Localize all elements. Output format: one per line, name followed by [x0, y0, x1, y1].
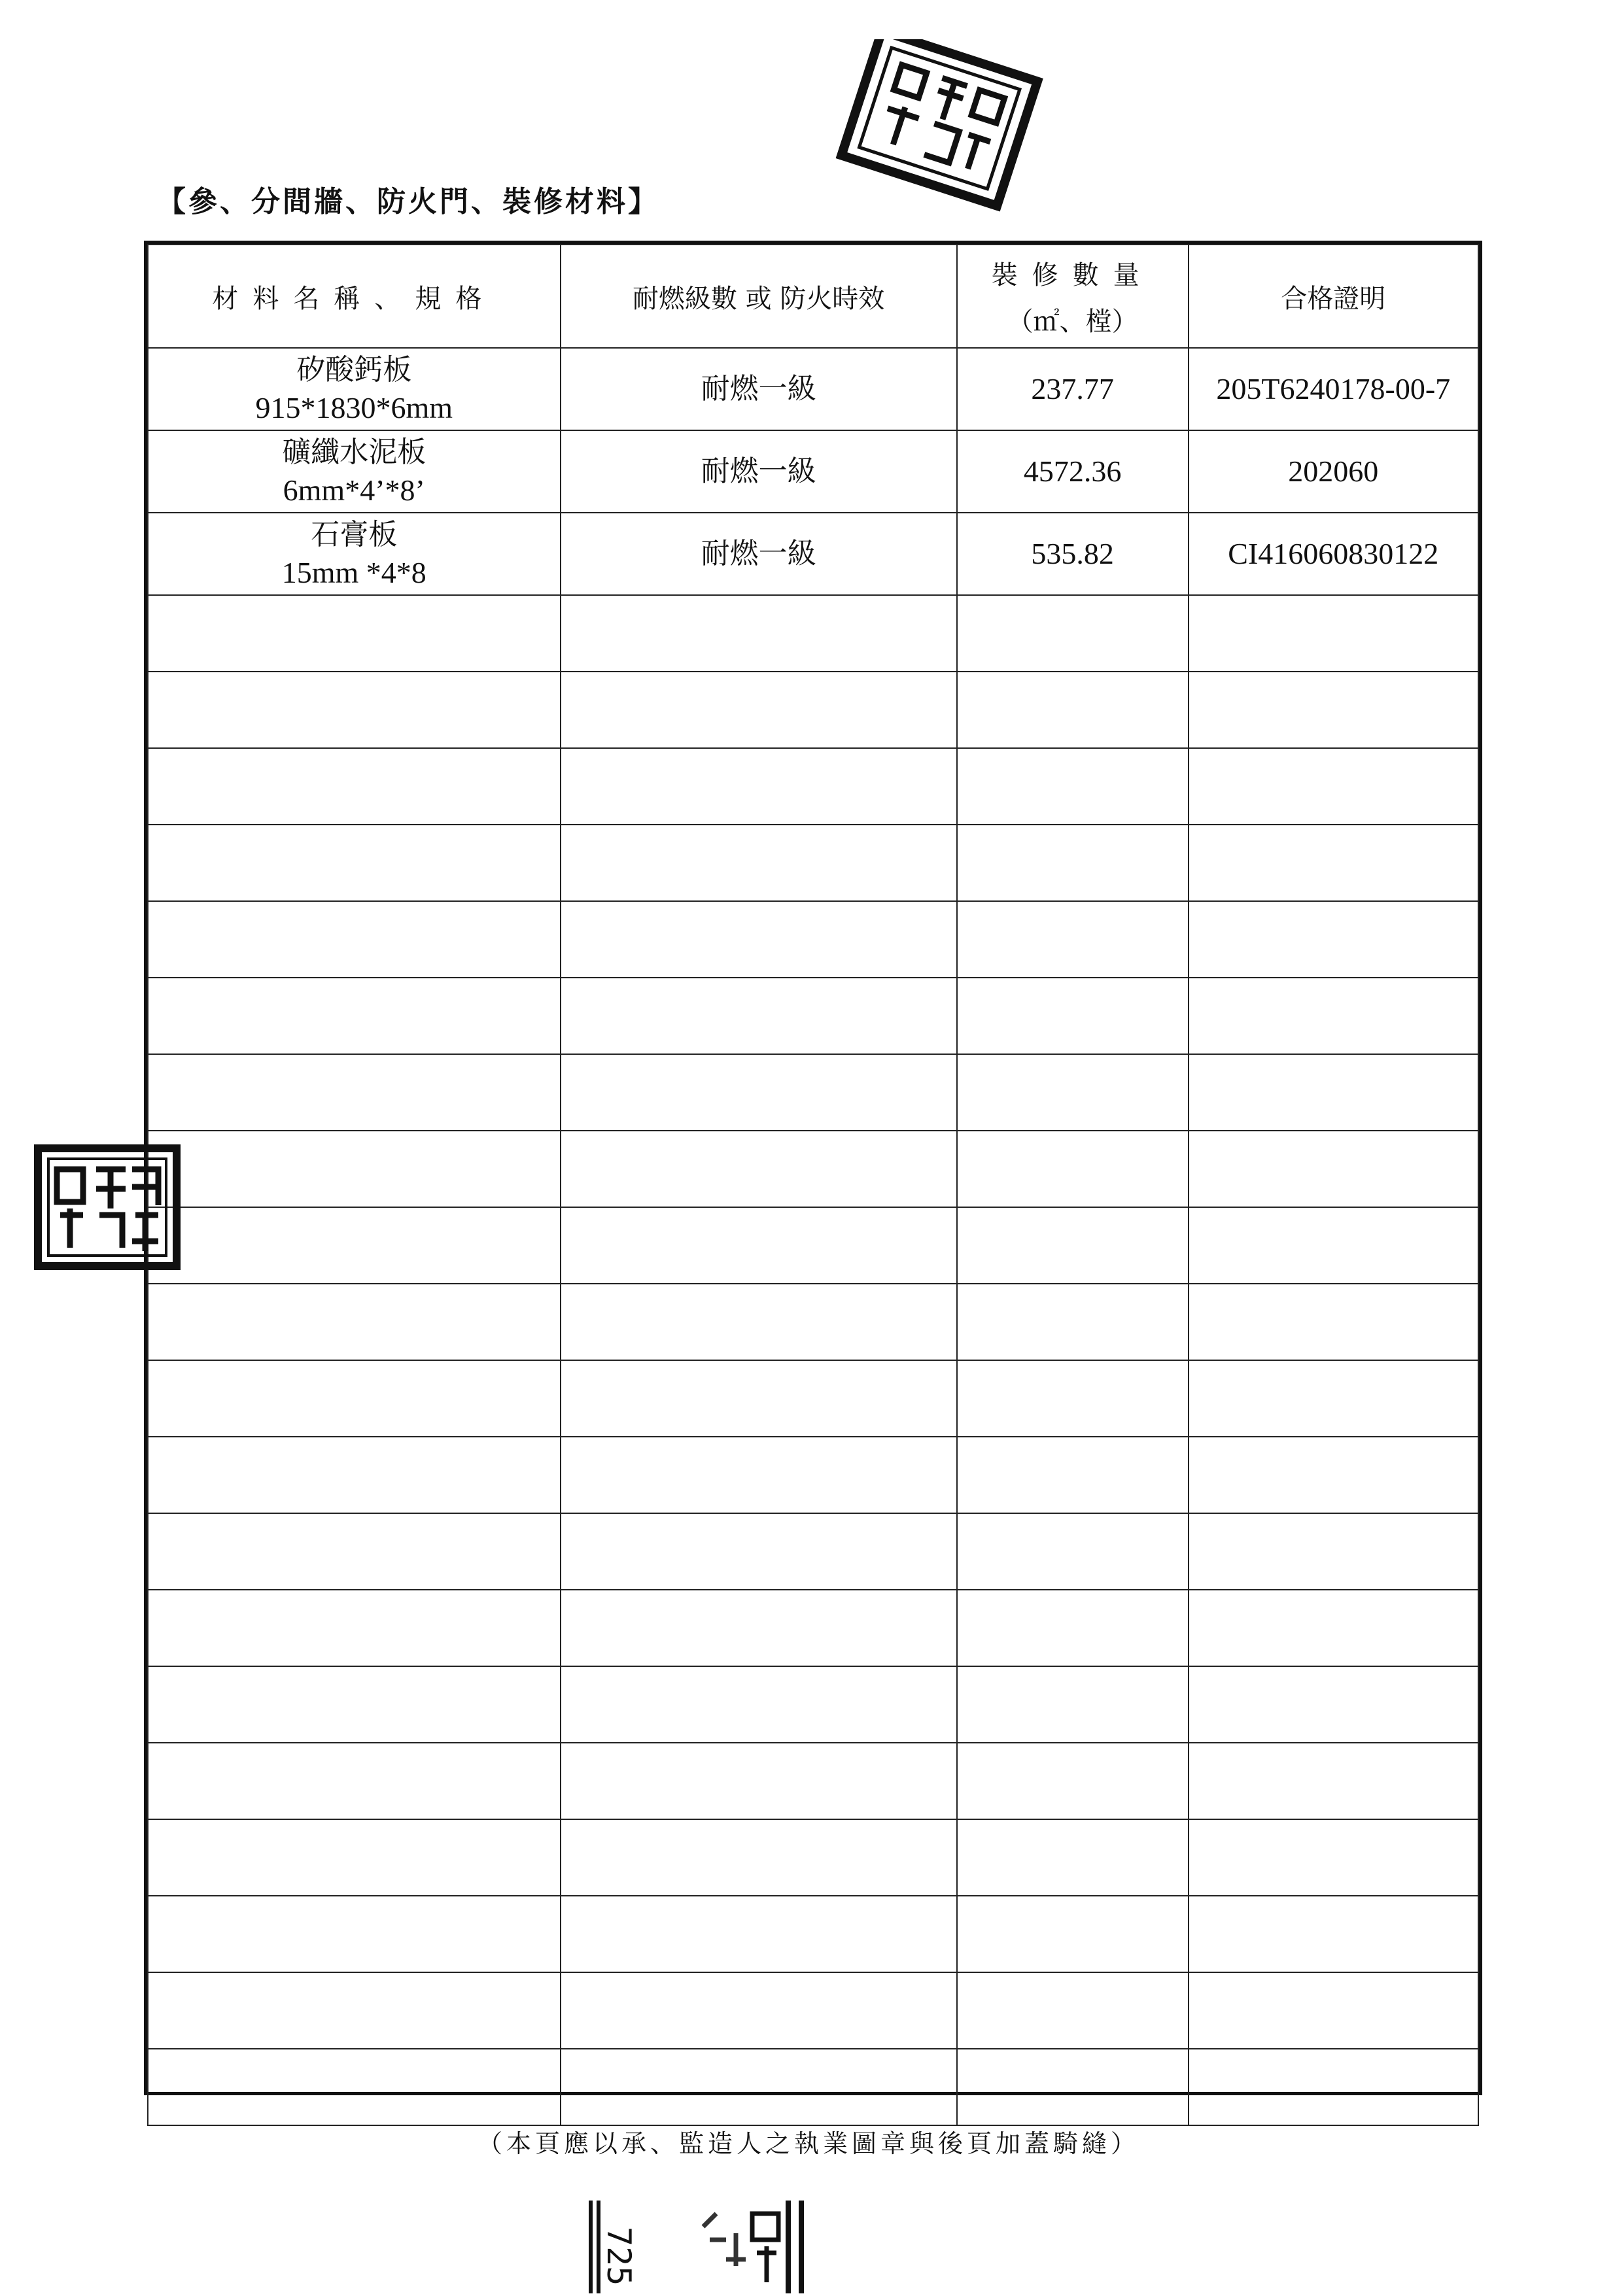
empty-cell	[148, 1896, 561, 1972]
empty-cell	[148, 748, 561, 825]
certificate-cell: CI416060830122	[1189, 513, 1478, 595]
empty-cell	[561, 1054, 957, 1131]
empty-cell	[1189, 1360, 1478, 1437]
empty-cell	[1189, 748, 1478, 825]
empty-table-row	[148, 2049, 1478, 2125]
empty-cell	[561, 825, 957, 901]
empty-cell	[148, 1972, 561, 2049]
material-name: 礦纖水泥板	[282, 435, 426, 469]
empty-table-row	[148, 1207, 1478, 1284]
empty-cell	[1189, 1207, 1478, 1284]
material-spec: 915*1830*6mm	[255, 390, 453, 424]
header-quantity	[957, 245, 1189, 348]
empty-table-row	[148, 595, 1478, 672]
rating-cell: 耐燃一級	[561, 348, 957, 430]
table-row	[148, 513, 1478, 595]
empty-table-row	[148, 1819, 1478, 1896]
empty-cell	[957, 1743, 1189, 1819]
seal-stamp-top	[827, 39, 1043, 222]
empty-cell	[561, 748, 957, 825]
empty-cell	[148, 672, 561, 748]
certificate-cell: 205T6240178-00-7	[1189, 348, 1478, 430]
empty-table-row	[148, 1437, 1478, 1513]
empty-cell	[561, 1590, 957, 1666]
empty-cell	[957, 978, 1189, 1054]
empty-cell	[561, 1360, 957, 1437]
empty-cell	[957, 1590, 1189, 1666]
empty-cell	[148, 1054, 561, 1131]
empty-cell	[561, 1743, 957, 1819]
empty-table-row	[148, 825, 1478, 901]
empty-table-row	[148, 1896, 1478, 1972]
empty-cell	[148, 1819, 561, 1896]
empty-cell	[1189, 825, 1478, 901]
empty-table-row	[148, 1666, 1478, 1743]
empty-cell	[561, 672, 957, 748]
empty-cell	[957, 1131, 1189, 1207]
empty-cell	[1189, 1743, 1478, 1819]
empty-table-row	[148, 1284, 1478, 1360]
empty-table-row	[148, 901, 1478, 978]
empty-cell	[957, 595, 1189, 672]
empty-cell	[148, 901, 561, 978]
empty-table-row	[148, 672, 1478, 748]
table-header-row	[148, 245, 1478, 348]
header-quantity-unit: （㎡、樘）	[1007, 307, 1138, 337]
empty-cell	[957, 1054, 1189, 1131]
empty-table-row	[148, 1360, 1478, 1437]
header-quantity-label: 裝修數量	[991, 260, 1154, 290]
empty-cell	[561, 1131, 957, 1207]
material-cell	[148, 430, 561, 513]
empty-cell	[957, 901, 1189, 978]
empty-cell	[957, 1360, 1189, 1437]
header-certificate: 合格證明	[1189, 245, 1478, 348]
empty-table-row	[148, 1743, 1478, 1819]
empty-cell	[561, 1437, 957, 1513]
header-material-name: 材料名稱、規格	[148, 245, 561, 348]
empty-cell	[148, 1284, 561, 1360]
empty-table-row	[148, 1131, 1478, 1207]
empty-cell	[561, 901, 957, 978]
empty-cell	[561, 595, 957, 672]
stamp-number: 725	[600, 2227, 638, 2286]
empty-cell	[148, 2049, 561, 2125]
quantity-cell: 237.77	[957, 348, 1189, 430]
empty-cell	[1189, 1666, 1478, 1743]
rating-cell: 耐燃一級	[561, 513, 957, 595]
empty-cell	[561, 978, 957, 1054]
empty-cell	[1189, 1437, 1478, 1513]
material-spec: 6mm*4’*8’	[283, 473, 425, 507]
empty-table-row	[148, 1054, 1478, 1131]
empty-cell	[957, 1207, 1189, 1284]
seal-stamp-left	[34, 1143, 184, 1274]
empty-cell	[148, 1513, 561, 1590]
certificate-cell: 202060	[1189, 430, 1478, 513]
empty-cell	[148, 1666, 561, 1743]
empty-cell	[1189, 672, 1478, 748]
empty-cell	[148, 978, 561, 1054]
empty-table-row	[148, 1513, 1478, 1590]
empty-cell	[561, 2049, 957, 2125]
empty-cell	[957, 748, 1189, 825]
empty-cell	[957, 1896, 1189, 1972]
material-spec: 15mm *4*8	[281, 555, 426, 589]
empty-cell	[148, 1743, 561, 1819]
empty-cell	[561, 1513, 957, 1590]
empty-table-row	[148, 1590, 1478, 1666]
empty-cell	[957, 1513, 1189, 1590]
empty-cell	[957, 1666, 1189, 1743]
empty-cell	[1189, 1972, 1478, 2049]
empty-cell	[1189, 595, 1478, 672]
empty-table-row	[148, 1972, 1478, 2049]
material-cell	[148, 513, 561, 595]
empty-cell	[1189, 978, 1478, 1054]
empty-cell	[957, 1284, 1189, 1360]
empty-table-row	[148, 978, 1478, 1054]
empty-cell	[1189, 1513, 1478, 1590]
seal-stamp-bottom	[585, 2201, 847, 2293]
empty-cell	[148, 1437, 561, 1513]
empty-cell	[1189, 1284, 1478, 1360]
empty-cell	[1189, 1896, 1478, 1972]
empty-cell	[957, 2049, 1189, 2125]
empty-cell	[561, 1896, 957, 1972]
header-fire-rating: 耐燃級數 或 防火時效	[561, 245, 957, 348]
empty-cell	[561, 1819, 957, 1896]
empty-rows-group	[148, 595, 1478, 2125]
table-row	[148, 430, 1478, 513]
empty-cell	[957, 1819, 1189, 1896]
footer-note: （本頁應以承、監造人之執業圖章與後頁加蓋騎縫）	[477, 2129, 1139, 2158]
empty-cell	[148, 1360, 561, 1437]
rating-cell: 耐燃一級	[561, 430, 957, 513]
empty-cell	[957, 825, 1189, 901]
quantity-cell: 4572.36	[957, 430, 1189, 513]
empty-cell	[561, 1666, 957, 1743]
empty-cell	[148, 1207, 561, 1284]
empty-table-row	[148, 748, 1478, 825]
empty-cell	[148, 595, 561, 672]
materials-table	[144, 241, 1482, 2095]
empty-cell	[1189, 2049, 1478, 2125]
quantity-cell: 535.82	[957, 513, 1189, 595]
material-cell	[148, 348, 561, 430]
page-title: 【參、分間牆、防火門、裝修材料】	[157, 185, 659, 218]
empty-cell	[561, 1972, 957, 2049]
empty-cell	[1189, 901, 1478, 978]
empty-cell	[561, 1284, 957, 1360]
empty-cell	[1189, 1819, 1478, 1896]
empty-cell	[561, 1207, 957, 1284]
empty-cell	[957, 672, 1189, 748]
empty-cell	[1189, 1054, 1478, 1131]
material-name: 矽酸鈣板	[296, 352, 412, 386]
material-name: 石膏板	[311, 517, 398, 551]
empty-cell	[148, 1590, 561, 1666]
empty-cell	[148, 1131, 561, 1207]
empty-cell	[957, 1437, 1189, 1513]
empty-cell	[957, 1972, 1189, 2049]
table-row	[148, 348, 1478, 430]
empty-cell	[148, 825, 561, 901]
empty-cell	[1189, 1131, 1478, 1207]
empty-cell	[1189, 1590, 1478, 1666]
